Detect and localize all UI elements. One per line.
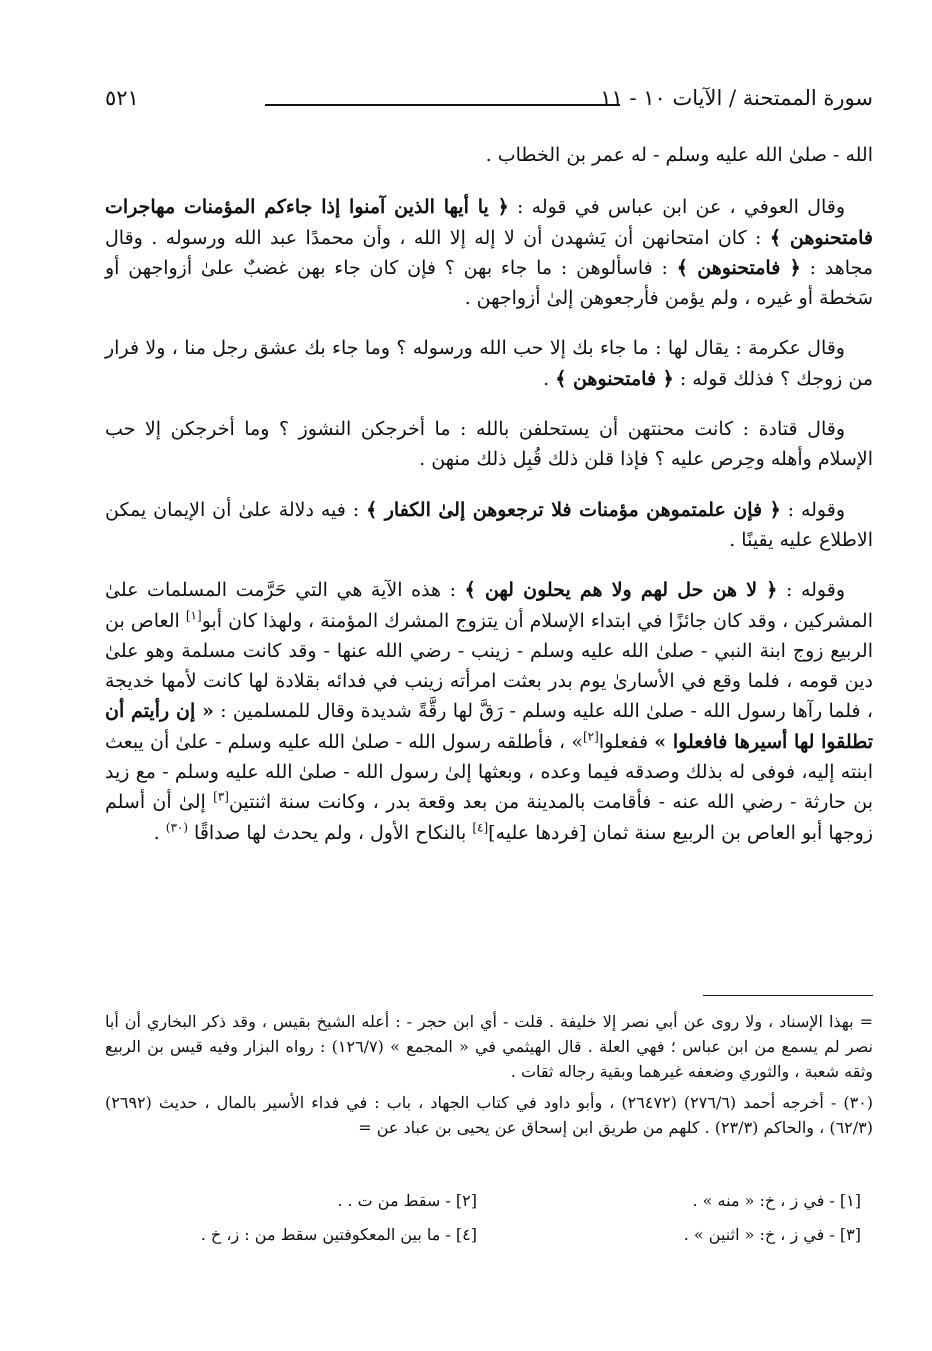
page-header	[105, 84, 873, 118]
text-run: : فاسألوهن : ما جاء بهن ؟ فإن كان جاء بهن غضبٌ علىٰ أزواجهن أو سَخطة أو غيره ، ولم يؤمن فأرجعوهن إلىٰ أزواجهن .	[105, 256, 873, 310]
quran-quote: ﴿ فإن علمتموهن مؤمنات فلا ترجعوهن إلىٰ الكفار ﴾	[366, 498, 781, 521]
text-run: وقوله :	[777, 579, 845, 602]
text-run: العاص بن الربيع زوج ابنة النبي - صلىٰ الله عليه وسلم - زينب - رضي الله عنها - وقد كانت مسلمة وهو علىٰ دين قومه ، فلما وقع في الأسارىٰ يوم بدر بعثت امرأته زينب في فدائه بقلادة لها كانت لأمها خديجة ، فلما رآها رسول الله - صلىٰ الله عليه وسلم - رَقَّ لها رقَّةً شديدة وقال للمسلمين :	[105, 609, 873, 723]
footnote: (٣٠) - أخرجه أحمد (٢٧٦/٦) (٢٦٤٧٢) ، وأبو داود في كتاب الجهاد ، باب : في فداء الأسير بالمال ، حديث (٢٦٩٢) (٦٢/٣) ، والحاكم (٢٣/٣) . كلهم من طريق ابن إسحاق عن يحيى بن عباد عن =	[105, 1093, 873, 1137]
footnote-rule	[703, 995, 873, 996]
quran-quote: ﴿ لا هن حل لهم ولا هم يحلون لهن ﴾	[464, 579, 778, 602]
variant-note: [٣] - في ز ، خ: « اثنين » .	[683, 1225, 861, 1244]
quran-quote: ﴿ فامتحنوهن ﴾	[676, 256, 801, 279]
note-reference: [١]	[185, 608, 202, 623]
text-run: إلىٰ أن أسلم زوجها أبو العاص بن الربيع سنة ثمان [فردها عليه]	[105, 791, 873, 844]
text-run: وقال عكرمة : يقال لها : ما جاء بك إلا حب الله ورسوله ؟ وما جاء بك عشق رجل منا ، ولا فرار من زوجك ؟ فذلك قوله :	[105, 337, 873, 390]
paragraph	[105, 575, 873, 848]
variant-notes	[105, 1184, 873, 1252]
variant-note: [٤] - ما بين المعكوفتين سقط من : ز، خ .	[200, 1225, 477, 1244]
main-text	[105, 140, 873, 868]
hadith-quote: « إن رأيتم أن تطلقوا لها أسيرها فافعلوا »	[105, 700, 873, 753]
note-reference: [٤]	[472, 820, 489, 835]
quran-quote: ﴿ يا أيها الذين آمنوا إذا جاءكم المؤمنات مهاجرات فامتحنوهن ﴾	[105, 196, 874, 249]
footnotes	[105, 1009, 873, 1144]
note-reference: [٢]	[582, 729, 599, 744]
paragraph: الله - صلىٰ الله عليه وسلم - له عمر بن الخطاب .	[485, 144, 873, 166]
notes-row	[105, 1184, 873, 1218]
text-run: ففعلوا	[598, 730, 655, 753]
note-reference: [٣]	[213, 790, 229, 805]
paragraph	[105, 333, 873, 394]
paragraph	[105, 192, 873, 313]
text-run: » ، فأطلقه رسول الله - صلىٰ الله عليه وسلم - علىٰ أن يبعث ابنته إليه، فوفى له بذلك وصدقه فيما وعده ، وبعثها إلىٰ رسول الله - صلىٰ الله عليه وسلم - مع زيد بن حارثة - رضي الله عنه - فأقامت بالمدينة من بعد وقعة بدر ، وكانت سنة اثنتين	[105, 730, 873, 814]
text-run: : كان امتحانهن أن يَشهدن أن لا إله إلا الله ، وأن محمدًا عبد الله ورسوله . وقال مجاهد :	[105, 226, 874, 279]
page-number: ٥٢١	[105, 86, 139, 110]
text-run: : هذه الآية هي التي حَرَّمت المسلمات علىٰ المشركين ، وقد كان جائزًا في ابتداء الإسلام أن يتزوج المشرك المؤمنة ، ولهذا كان أبو	[105, 579, 873, 632]
text-run: بالنكاح الأول ، ولم يحدث لها صداقًا	[188, 821, 473, 844]
text-run: وقوله :	[780, 498, 846, 521]
paragraph: وقال قتادة : كانت محنتهن أن يستحلفن بالله : ما أخرجكن النشوز ؟ وما أخرجكن إلا حب الإسلام وأهله وحِرص عليه ؟ فإذا قلن ذلك قُبِل ذلك منهن .	[105, 418, 873, 471]
footnote: = بهذا الإسناد ، ولا روى عن أبي نصر إلا خليفة . قلت - أي ابن حجر - : أعله الشيخ بقيس ، وقد ذكر البخاري أن أبا نصر لم يسمع من ابن عباس ؛ فهي العلة . قال الهيثمي في « المجمع » (١٢٦/٧) : رواه البزار وفيه قيس بن الربيع وثقه شعبة ، والثوري وضعفه غيرهما وبقية رجاله ثقات .	[105, 1012, 874, 1081]
paragraph	[105, 495, 873, 556]
text-run: .	[153, 821, 166, 844]
footnote-reference: (٣٠)	[165, 820, 189, 835]
text-run: وقال العوفي ، عن ابن عباس في قوله :	[508, 196, 845, 219]
variant-note: [٢] - سقط من ت . .	[337, 1191, 477, 1210]
text-run: : فيه دلالة علىٰ أن الإيمان يمكن الاطلاع عليه يقينًا .	[105, 498, 873, 551]
running-title: سورة الممتحنة / الآيات ١٠ - ١١	[600, 86, 873, 110]
text-run: .	[543, 367, 556, 390]
notes-row	[105, 1218, 873, 1252]
header-rule	[265, 104, 620, 106]
variant-note: [١] - في ز ، خ: « منه » .	[692, 1191, 861, 1210]
quran-quote: ﴿ فامتحنوهن ﴾	[555, 367, 674, 390]
